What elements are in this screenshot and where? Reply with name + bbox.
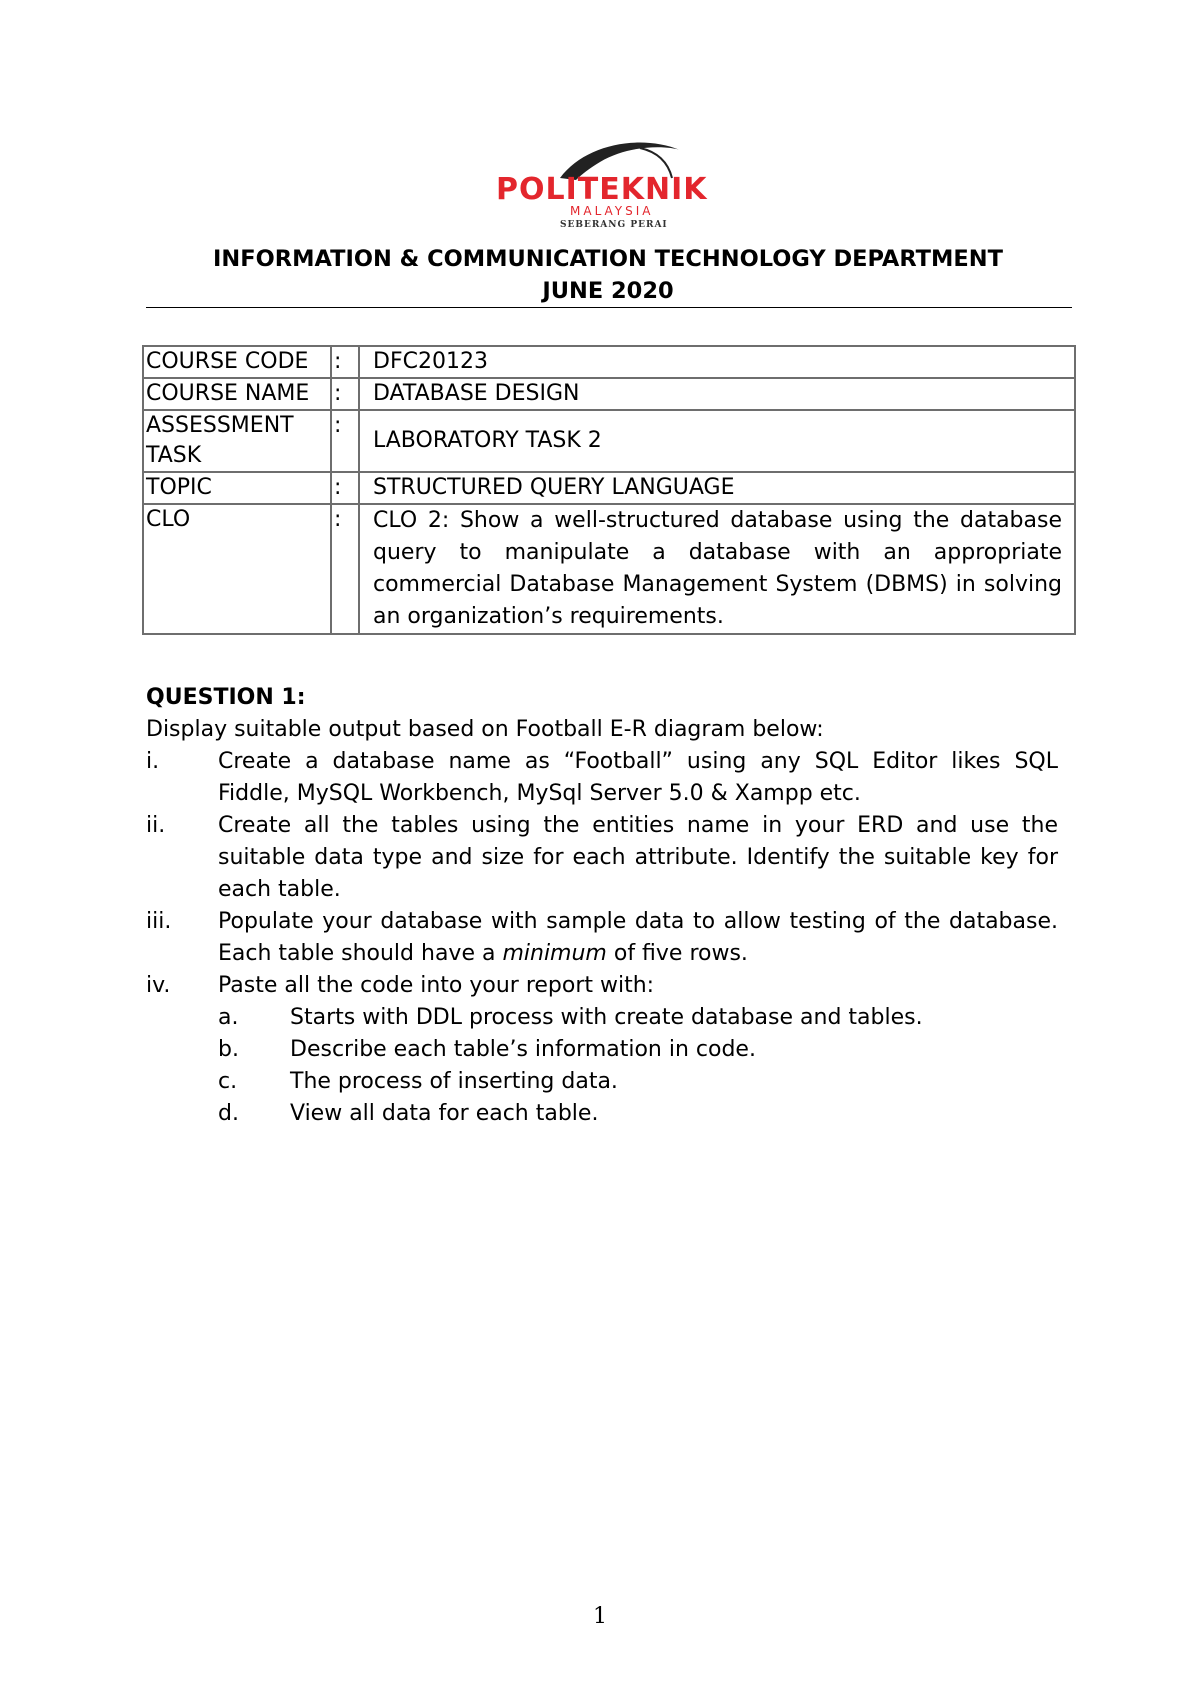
row-value: DATABASE DESIGN — [359, 378, 1075, 410]
sub-list-item-text: View all data for each table. — [290, 1101, 599, 1126]
sub-list-item-letter: a. — [218, 1005, 239, 1030]
list-item-number: i. — [146, 749, 160, 774]
row-value: LABORATORY TASK 2 — [359, 410, 1075, 472]
department-heading: INFORMATION & COMMUNICATION TECHNOLOGY DEPARTMENT — [213, 246, 1003, 272]
row-colon: : — [331, 504, 359, 634]
table-row — [143, 346, 1075, 378]
row-value: DFC20123 — [359, 346, 1075, 378]
list-item-text: Create all the tables using the entities name in your ERD and use the suitable data type and size for each attribute. Identify the suitable key for each table. — [218, 813, 1058, 902]
sub-list-item-text: The process of inserting data. — [290, 1069, 618, 1094]
list-item-text: Populate your database with sample data to allow testing of the database. Each table should have a — [218, 909, 1058, 966]
politeknik-logo — [490, 138, 730, 234]
sub-list-item-letter: c. — [218, 1069, 238, 1094]
list-item — [146, 906, 1058, 970]
list-item-emphasis: minimum — [502, 941, 607, 966]
logo-wordmark: POLITEKNIK — [496, 172, 708, 207]
row-colon: : — [331, 346, 359, 378]
row-label: TOPIC — [143, 472, 331, 504]
list-item — [146, 810, 1058, 906]
page-number: 1 — [593, 1604, 607, 1629]
table-row — [143, 472, 1075, 504]
row-label: ASSESSMENT TASK — [143, 410, 331, 472]
sub-list-item-text: Describe each table’s information in code. — [290, 1037, 756, 1062]
course-info-table — [142, 345, 1076, 635]
list-item-text-end: of five rows. — [606, 941, 748, 966]
list-item-number: iii. — [146, 909, 172, 934]
row-colon: : — [331, 378, 359, 410]
sub-list-item — [218, 1066, 1058, 1098]
question-list — [146, 746, 1058, 1130]
row-label: COURSE NAME — [143, 378, 331, 410]
row-colon: : — [331, 472, 359, 504]
sub-list-item — [218, 1034, 1058, 1066]
list-item-number: ii. — [146, 813, 166, 838]
list-item-number: iv. — [146, 973, 171, 998]
sub-list — [218, 1002, 1058, 1130]
sub-list-item — [218, 1098, 1058, 1130]
sub-list-item-text: Starts with DDL process with create database and tables. — [290, 1005, 923, 1030]
question-title: QUESTION 1: — [146, 685, 306, 710]
sub-list-item-letter: b. — [218, 1037, 239, 1062]
sub-list-item-letter: d. — [218, 1101, 239, 1126]
logo-subtitle: MALAYSIA — [570, 204, 654, 218]
list-item — [146, 970, 1058, 1130]
list-item-text: Create a database name as “Football” using any SQL Editor likes SQL Fiddle, MySQL Workbench, MySql Server 5.0 & Xampp etc. — [218, 749, 1058, 806]
list-item-text: Paste all the code into your report with: — [218, 973, 655, 998]
table-row — [143, 378, 1075, 410]
table-row — [143, 410, 1075, 472]
list-item — [146, 746, 1058, 810]
row-value: CLO 2: Show a well-structured database using the database query to manipulate a database with an appropriate commercial Database Management System (DBMS) in solving an organization’s requirements. — [359, 504, 1075, 634]
header-divider — [146, 307, 1072, 308]
table-row — [143, 504, 1075, 634]
question-intro: Display suitable output based on Football E-R diagram below: — [146, 717, 824, 742]
row-label: CLO — [143, 504, 331, 634]
row-colon: : — [331, 410, 359, 472]
row-value: STRUCTURED QUERY LANGUAGE — [359, 472, 1075, 504]
date-heading: JUNE 2020 — [542, 278, 674, 304]
logo-campus: SEBERANG PERAI — [560, 220, 668, 230]
row-label: COURSE CODE — [143, 346, 331, 378]
sub-list-item — [218, 1002, 1058, 1034]
